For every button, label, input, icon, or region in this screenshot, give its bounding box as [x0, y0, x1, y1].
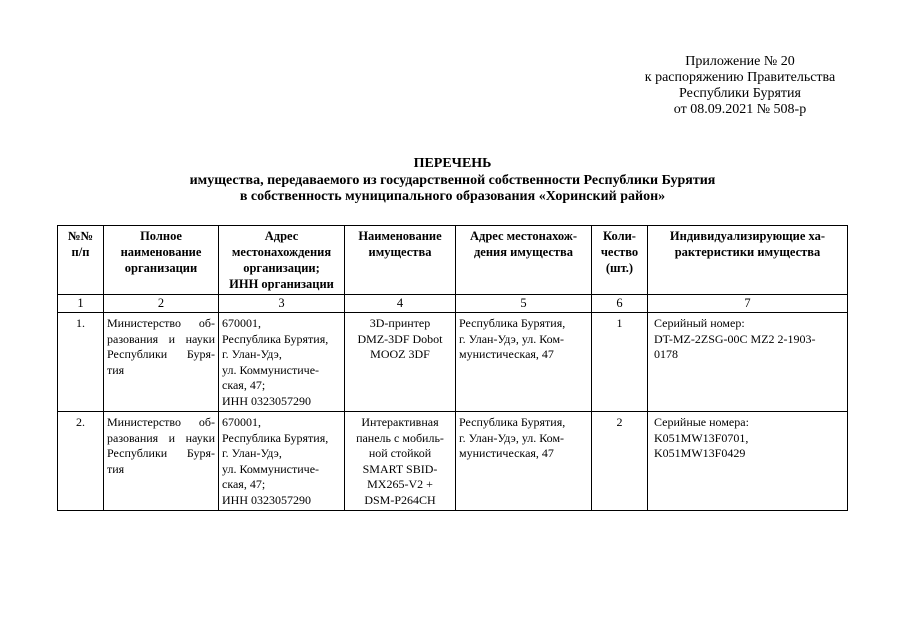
appendix-line: от 08.09.2021 № 508-р — [673, 102, 807, 117]
property-table — [57, 225, 848, 511]
row-number: 1. — [58, 313, 104, 412]
header-text: №№ — [67, 229, 94, 243]
cell-line: Республика Бурятия, — [222, 430, 329, 445]
header-text: ИНН организации — [229, 277, 334, 291]
cell-line: Министерство об- — [107, 415, 215, 429]
header-text: Адрес — [264, 229, 299, 243]
cell-line: Серийные номера: — [654, 415, 749, 429]
document-title — [0, 156, 905, 206]
column-number: 4 — [345, 295, 456, 313]
cell-line: K051MW13F0701, — [654, 430, 749, 445]
cell-line: DSM-P264CH — [364, 492, 436, 507]
cell-line: панель с мобиль- — [356, 430, 444, 445]
cell-line: ская, 47; — [222, 477, 266, 491]
cell-line: г. Улан-Удэ, — [222, 347, 282, 361]
header-text: (шт.) — [605, 261, 634, 275]
characteristics — [648, 313, 848, 412]
table-row — [58, 412, 848, 511]
title-line: ПЕРЕЧЕНЬ — [413, 156, 492, 171]
header-property — [345, 226, 456, 295]
cell-line: Республика Бурятия, — [459, 415, 566, 429]
cell-line: г. Улан-Удэ, — [222, 446, 282, 460]
header-row — [58, 226, 848, 295]
organization-name — [104, 313, 219, 412]
characteristics — [648, 412, 848, 511]
property-name — [345, 412, 456, 511]
header-text: Адрес местонахож- — [469, 229, 578, 243]
header-text: рактеристики имущества — [674, 245, 821, 259]
cell-line: ИНН 0323057290 — [222, 492, 311, 507]
cell-line: 3D-принтер — [369, 316, 431, 330]
column-number: 7 — [648, 295, 848, 313]
cell-line: MOOZ 3DF — [370, 347, 430, 361]
cell-line: DT-MZ-2ZSG-00C MZ2 2-1903- — [654, 331, 816, 346]
header-text: дения имущества — [473, 245, 574, 259]
cell-line: ИНН 0323057290 — [222, 393, 311, 408]
column-number: 5 — [456, 295, 592, 313]
column-number: 3 — [219, 295, 345, 313]
cell-line: 0178 — [654, 347, 678, 361]
cell-line: DMZ-3DF Dobot — [357, 331, 443, 346]
cell-line: мунистическая, 47 — [459, 446, 554, 460]
cell-line: разования и науки — [107, 430, 215, 445]
organization-address — [219, 412, 345, 511]
header-property-location — [456, 226, 592, 295]
header-text: Коли- — [603, 229, 636, 243]
header-org — [104, 226, 219, 295]
cell-line: SMART SBID- — [362, 461, 438, 476]
appendix-line: Приложение № 20 — [685, 54, 795, 69]
cell-line: Республики Буря- — [107, 446, 215, 460]
cell-line: 670001, — [222, 316, 261, 330]
header-quantity — [592, 226, 648, 295]
cell-line: Серийный номер: — [654, 316, 745, 330]
cell-line: Республика Бурятия, — [459, 316, 566, 330]
cell-line: мунистическая, 47 — [459, 347, 554, 361]
organization-name — [104, 412, 219, 511]
cell-line: тия — [107, 362, 125, 377]
cell-line: г. Улан-Удэ, ул. Ком- — [459, 430, 565, 445]
table-row — [58, 313, 848, 412]
cell-line: тия — [107, 461, 125, 476]
column-number: 2 — [104, 295, 219, 313]
header-text: Наименование — [358, 229, 442, 243]
cell-line: K051MW13F0429 — [654, 446, 746, 460]
header-text: наименование — [120, 245, 202, 259]
title-line: в собственность муниципального образования «Хоринский район» — [239, 189, 666, 204]
appendix-line: к распоряжению Правительства — [644, 70, 836, 85]
column-number-row — [58, 295, 848, 313]
cell-line: 670001, — [222, 415, 261, 429]
header-characteristics — [648, 226, 848, 295]
cell-line: ной стойкой — [368, 446, 432, 460]
property-location — [456, 313, 592, 412]
header-text: имущества — [368, 245, 432, 259]
header-num — [58, 226, 104, 295]
header-org-address — [219, 226, 345, 295]
header-text: организации — [124, 261, 198, 275]
appendix-block — [590, 54, 890, 118]
cell-line: Республика Бурятия, — [222, 331, 329, 346]
cell-line: ская, 47; — [222, 378, 266, 392]
header-text: местонахождения — [231, 245, 332, 259]
cell-line: Интерактивная — [361, 415, 439, 429]
property-name — [345, 313, 456, 412]
quantity: 2 — [592, 412, 648, 511]
organization-address — [219, 313, 345, 412]
cell-line: MX265-V2 + — [367, 477, 433, 491]
header-text: Индивидуализирующие ха- — [669, 229, 826, 243]
title-line: имущества, передаваемого из государственной собственности Республики Бурятия — [189, 172, 716, 188]
cell-line: разования и науки — [107, 331, 215, 346]
appendix-line: Республики Бурятия — [679, 86, 801, 101]
header-text: п/п — [71, 245, 90, 259]
cell-line: ул. Коммунистиче- — [222, 461, 320, 476]
cell-line: г. Улан-Удэ, ул. Ком- — [459, 331, 565, 346]
row-number: 2. — [58, 412, 104, 511]
header-text: организации; — [243, 261, 320, 275]
header-text: Полное — [140, 229, 182, 243]
quantity: 1 — [592, 313, 648, 412]
cell-line: ул. Коммунистиче- — [222, 362, 320, 377]
header-text: чество — [600, 245, 639, 259]
cell-line: Министерство об- — [107, 316, 215, 330]
column-number: 1 — [58, 295, 104, 313]
column-number: 6 — [592, 295, 648, 313]
cell-line: Республики Буря- — [107, 347, 215, 361]
property-location — [456, 412, 592, 511]
